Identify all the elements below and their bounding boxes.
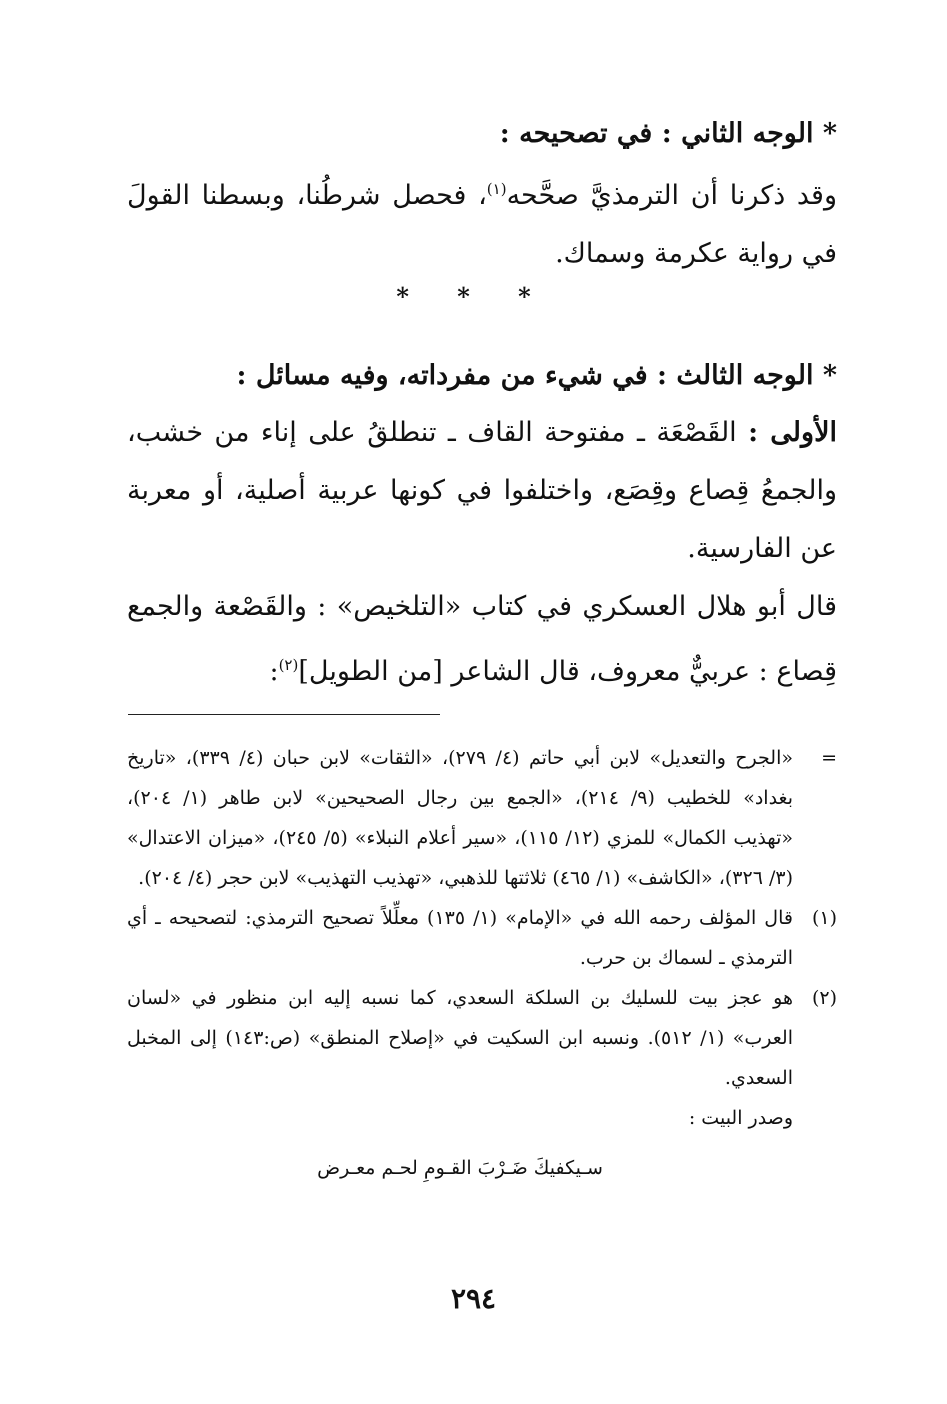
section-two-text-after: ، فحصل شرطُنا، وبسطنا القولَ في رواية عكرمة وسماك.: [127, 180, 837, 269]
quote-text: قال أبو هلال العسكري في كتاب «التلخيص» : والقَصْعة والجمع قِصاع : عربيٌّ معروف، قال الشاعر [من الطويل]: [127, 591, 837, 687]
footnote-marker: (١): [811, 907, 837, 929]
footnote-text: هو عجز بيت للسليك بن السلكة السعدي، كما نسبه إليه ابن منظور في «لسان العرب» (١/ ٥١٢). ونسبه ابن السكيت في «إصلاح المنطق» (ص:١٤٣) إلى المخبل السعدي.: [127, 987, 793, 1089]
footnote-text: «الجرح والتعديل» لابن أبي حاتم (٤/ ٢٧٩)، «الثقات» لابن حبان (٤/ ٣٣٩)، «تاريخ بغداد» للخطيب (٩/ ٢١٤)، «الجمع بين رجال الصحيحين» لابن طاهر (١/ ٢٠٤)، «تهذيب الكمال» للمزي (١٢/ ١١٥)، «سير أعلام النبلاء» (٥/ ٢٤٥)، «ميزان الاعتدال» (٣/ ٣٢٦)، «الكاشف» (١/ ٤٦٥) ثلاثتها للذهبي، «تهذيب التهذيب» لابن حجر (٤/ ٢٠٤).: [127, 747, 793, 889]
page-number: ٢٩٤: [450, 1282, 497, 1315]
first-issue-lead: الأولى :: [748, 417, 837, 448]
section-three-heading: * الوجه الثالث : في شيء من مفرداته، وفيه مسائل :: [236, 360, 837, 391]
section-two-text-before: وقد ذكرنا أن الترمذيَّ صحَّحه: [506, 180, 837, 211]
footnotes: [127, 738, 837, 1188]
footnote-divider: [128, 714, 440, 715]
footnote-marker: (٢): [811, 987, 837, 1009]
quote-paragraph: [127, 578, 837, 701]
footnote-extra: وصدر البيت :: [688, 1107, 793, 1129]
quote-end: :: [269, 656, 279, 687]
footnote-verse: سـيكفيكَ ضَـرْبَ القـومِ لحـم معـرض: [317, 1157, 603, 1179]
footnote-continuation: [127, 738, 837, 898]
first-issue-text: القَصْعَة ـ مفتوحة القاف ـ تنطلقُ على إناء من خشب، والجمعُ قِصاع وقِصَع، واختلفوا في كونها عربية أصلية، أو معربة عن الفارسية.: [127, 417, 837, 564]
first-issue-paragraph: [127, 404, 837, 578]
footnote-marker: =: [821, 747, 837, 769]
footnote-1: [127, 898, 837, 978]
section-two-text: [127, 160, 837, 283]
footnote-ref-1: (١): [486, 180, 507, 198]
section-separator: * * *: [396, 282, 551, 311]
footnote-text: قال المؤلف رحمه الله في «الإمام» (١/ ١٣٥) معلِّلاً تصحيح الترمذي: لتصحيحه ـ أي الترمذي ـ لسماك بن حرب.: [127, 907, 793, 969]
footnote-ref-2: (٢): [278, 656, 299, 674]
section-two-heading: * الوجه الثاني : في تصحيحه :: [499, 118, 837, 149]
footnote-2: [127, 978, 837, 1188]
